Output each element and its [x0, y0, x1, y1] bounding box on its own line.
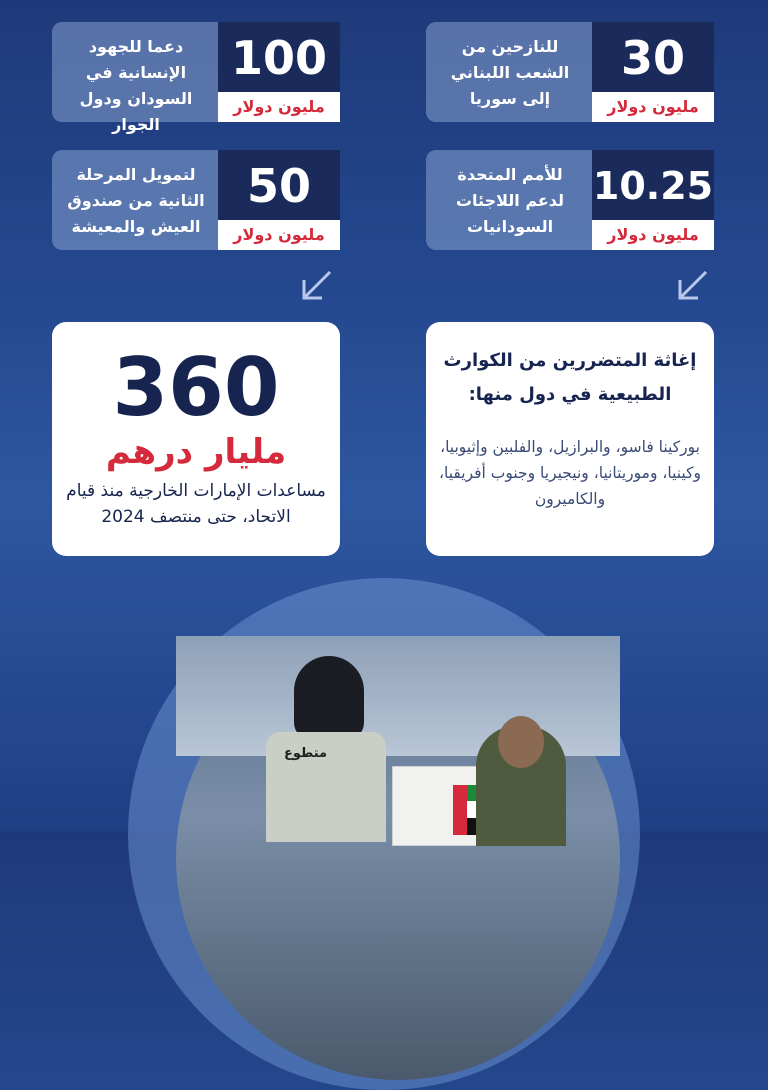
aid-description: لتمويل المرحلة الثانية من صندوق العيش والمعيشة	[67, 165, 205, 236]
aid-description: للنازحين من الشعب اللبناني إلى سوريا	[450, 37, 570, 108]
total-amount: 360	[112, 341, 280, 434]
volunteer-head	[294, 656, 364, 740]
total-description: مساعدات الإمارات الخارجية منذ قيام الاتحاد، حتى منتصف 2024	[66, 481, 326, 527]
country-list: بوركينا فاسو، والبرازيل، والفلبين وإثيوبيا، وكينيا، وموريتانيا، ونيجيريا وجنوب أفريقيا، والكاميرون	[439, 438, 701, 508]
uae-flag-red	[453, 785, 467, 835]
volunteer-photo	[176, 636, 620, 1080]
amount-number: 30	[620, 31, 685, 85]
disaster-relief-card	[426, 322, 714, 556]
amount-number: 100	[230, 31, 328, 85]
amount-number: 50	[246, 159, 311, 213]
amount-unit: مليون دولار	[592, 92, 714, 122]
total-aid-card	[52, 322, 340, 556]
aid-card-un-refugees	[426, 150, 714, 250]
vest-label: متطوع	[284, 746, 328, 761]
amount-unit: مليون دولار	[218, 92, 340, 122]
amount-unit: مليون دولار	[218, 220, 340, 250]
aid-card-lebanon	[426, 22, 714, 122]
aid-box	[392, 766, 486, 846]
arrow-down-left-icon	[674, 268, 710, 304]
amount-unit: مليون دولار	[592, 220, 714, 250]
aid-card-livelihood-fund	[52, 150, 340, 250]
disaster-heading: إغاثة المتضررين من الكوارث الطبيعية في دول منها:	[443, 350, 697, 405]
aid-description: دعما للجهود الإنسانية في السودان ودول الجوار	[79, 37, 193, 134]
aid-description: للأمم المتحدة لدعم اللاجئات السودانيات	[455, 165, 565, 236]
total-unit: مليار درهم	[105, 432, 287, 472]
arrow-down-left-icon	[298, 268, 334, 304]
recipient-face	[498, 716, 544, 768]
aid-card-sudan	[52, 22, 340, 134]
amount-number: 10.25	[592, 164, 714, 208]
